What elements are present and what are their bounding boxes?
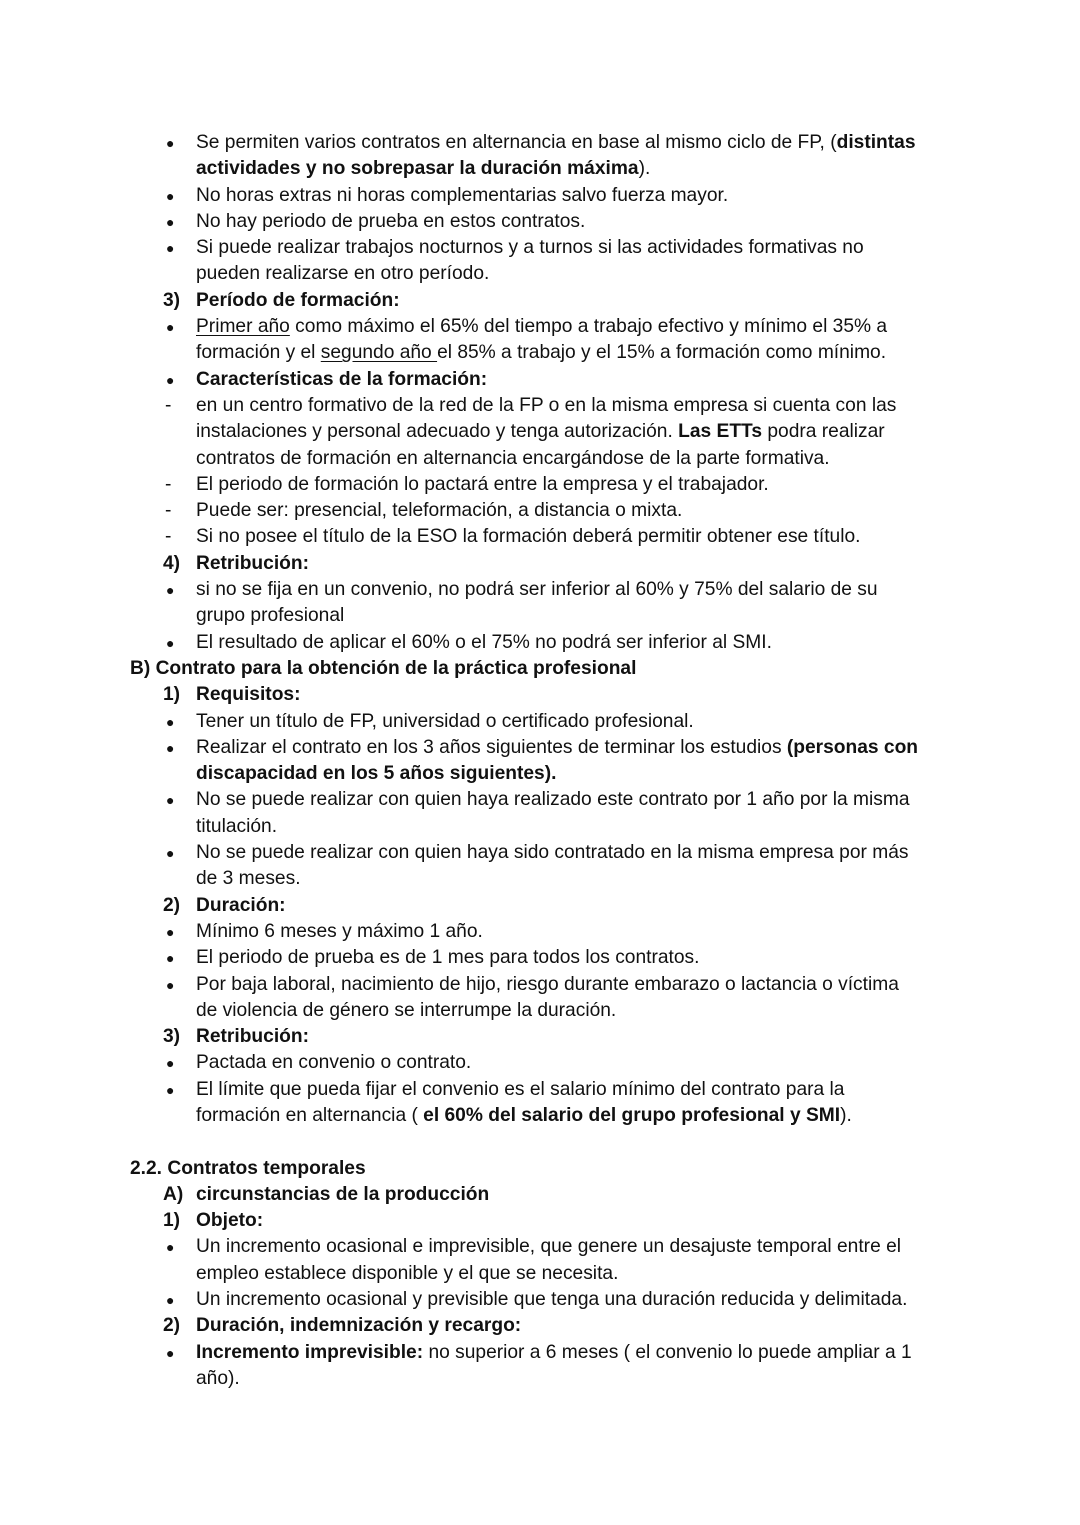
list-number: 3)	[163, 1026, 181, 1048]
text-line	[0, 603, 1080, 629]
line-text	[196, 288, 400, 314]
line-text	[196, 1340, 912, 1366]
line-text	[196, 1077, 844, 1103]
text-segment: formación en alternancia (	[196, 1104, 424, 1126]
text-segment: No horas extras ni horas complementarias salvo fuerza mayor.	[196, 184, 729, 206]
line-text	[196, 130, 916, 156]
line-text	[196, 156, 650, 182]
text-line	[0, 446, 1080, 472]
bullet-item	[0, 919, 1080, 945]
numbered-heading	[0, 893, 1080, 919]
text-line	[0, 577, 1080, 603]
text-segment: El resultado de aplicar el 60% o el 75% no podrá ser inferior al SMI.	[196, 631, 772, 653]
dash-item	[0, 393, 1080, 472]
line-text	[196, 577, 878, 603]
text-line	[0, 367, 1080, 393]
text-segment: Por baja laboral, nacimiento de hijo, riesgo durante embarazo o lactancia o víctima	[196, 973, 899, 995]
bullet-icon: ●	[166, 739, 175, 756]
bullet-item	[0, 972, 1080, 1025]
text-line	[0, 209, 1080, 235]
line-text	[196, 761, 556, 787]
line-text	[130, 1156, 366, 1182]
bullet-item	[0, 1234, 1080, 1287]
line-text	[196, 919, 483, 945]
text-line	[0, 551, 1080, 577]
numbered-heading	[0, 1182, 1080, 1208]
bold-text: B) Contrato para la obtención de la práctica profesional	[130, 657, 637, 679]
bullet-item	[0, 577, 1080, 630]
bullet-item	[0, 787, 1080, 840]
line-text	[196, 419, 885, 445]
line-text	[196, 866, 301, 892]
line-text	[196, 393, 896, 419]
dash-marker: -	[165, 500, 172, 522]
text-segment: formación y el	[196, 342, 321, 364]
text-segment: No se puede realizar con quien haya sido contratado en la misma empresa por más	[196, 842, 909, 864]
text-segment: El límite que pueda fijar el convenio es el salario mínimo del contrato para la	[196, 1078, 845, 1100]
bullet-item	[0, 735, 1080, 788]
bullet-item	[0, 709, 1080, 735]
text-line	[0, 972, 1080, 998]
bullet-icon: ●	[166, 1344, 175, 1361]
text-line	[0, 1340, 1080, 1366]
text-line	[0, 235, 1080, 261]
line-text	[196, 682, 300, 708]
bullet-icon: ●	[166, 845, 175, 862]
line-text	[196, 367, 487, 393]
text-line	[0, 393, 1080, 419]
text-line	[0, 1103, 1080, 1129]
line-text	[196, 998, 616, 1024]
list-number: 2)	[163, 894, 181, 916]
text-segment: Puede ser: presencial, teleformación, a distancia o mixta.	[196, 500, 683, 522]
text-segment: Mínimo 6 meses y máximo 1 año.	[196, 920, 483, 942]
bullet-item	[0, 1287, 1080, 1313]
line-text	[196, 1313, 521, 1339]
bullet-item	[0, 183, 1080, 209]
bullet-icon: ●	[166, 187, 175, 204]
line-text	[196, 1103, 852, 1129]
text-line	[0, 919, 1080, 945]
bold-text: (personas con	[786, 736, 919, 758]
line-text	[196, 1261, 618, 1287]
bullet-item	[0, 314, 1080, 367]
bullet-item	[0, 130, 1080, 183]
blank-line	[0, 1129, 1080, 1155]
text-segment: contratos de formación en alternancia encargándose de la parte formativa.	[196, 447, 830, 469]
list-number: 1)	[163, 684, 181, 706]
text-segment: podra realizar	[762, 421, 885, 443]
bold-text: 2.2. Contratos temporales	[130, 1157, 366, 1179]
line-text	[196, 498, 682, 524]
text-line	[0, 735, 1080, 761]
text-line	[0, 1366, 1080, 1392]
dash-item	[0, 524, 1080, 550]
line-text	[196, 1182, 489, 1208]
line-text	[196, 1050, 471, 1076]
line-text	[130, 656, 636, 682]
bullet-icon: ●	[166, 713, 175, 730]
line-text	[196, 893, 286, 919]
text-line	[0, 814, 1080, 840]
bullet-icon: ●	[166, 950, 175, 967]
dash-marker: -	[165, 394, 172, 416]
underlined-text: segundo año	[320, 342, 438, 364]
text-segment: Un incremento ocasional y previsible que tenga una duración reducida y delimitada.	[196, 1289, 908, 1311]
line-text	[196, 446, 830, 472]
text-segment: ).	[840, 1104, 852, 1126]
bold-text: Requisitos:	[196, 684, 301, 706]
bold-text: Las ETTs	[678, 421, 763, 443]
document-page	[0, 130, 1080, 1392]
bold-text: discapacidad en los 5 años siguientes).	[196, 763, 557, 785]
numbered-heading	[0, 1313, 1080, 1339]
bold-text: Retribución:	[196, 552, 309, 574]
bold-text: actividades y no sobrepasar la duración máxima	[196, 158, 639, 180]
text-segment: no superior a 6 meses ( el convenio lo puede ampliar a 1	[423, 1341, 912, 1363]
line-text	[196, 735, 918, 761]
text-segment: si no se fija en un convenio, no podrá ser inferior al 60% y 75% del salario de su	[196, 579, 878, 601]
text-line	[0, 682, 1080, 708]
text-segment: Si no posee el título de la ESO la formación deberá permitir obtener ese título.	[196, 526, 861, 548]
bullet-icon: ●	[166, 582, 175, 599]
list-number: 3)	[163, 289, 181, 311]
bullet-icon: ●	[166, 371, 175, 388]
text-segment: No hay periodo de prueba en estos contratos.	[196, 210, 586, 232]
text-line	[0, 1024, 1080, 1050]
bold-text: Incremento imprevisible:	[196, 1341, 424, 1363]
text-line	[0, 1156, 1080, 1182]
bold-text: Características de la formación:	[196, 368, 488, 390]
bullet-icon: ●	[166, 1055, 175, 1072]
line-text	[196, 1366, 240, 1392]
text-line	[0, 183, 1080, 209]
bullet-item	[0, 235, 1080, 288]
dash-item	[0, 498, 1080, 524]
text-segment: Un incremento ocasional e imprevisible, que genere un desajuste temporal entre el	[196, 1236, 902, 1258]
text-line	[0, 1313, 1080, 1339]
line-text	[196, 1234, 901, 1260]
bold-text: Retribución:	[196, 1026, 309, 1048]
text-line	[0, 340, 1080, 366]
bullet-icon: ●	[166, 1292, 175, 1309]
line-text	[196, 787, 910, 813]
text-segment: titulación.	[196, 815, 278, 837]
list-number: 1)	[163, 1210, 181, 1232]
text-line	[0, 1234, 1080, 1260]
text-segment: ).	[638, 158, 651, 180]
text-line	[0, 1287, 1080, 1313]
text-segment: como máximo el 65% del tiempo a trabajo efectivo y mínimo el 35% a	[289, 316, 888, 338]
line-text	[196, 314, 887, 340]
dash-item	[0, 472, 1080, 498]
line-text	[196, 603, 344, 629]
text-line	[0, 524, 1080, 550]
bold-text: Período de formación:	[196, 289, 400, 311]
underlined-text: Primer año	[196, 316, 290, 338]
text-line	[0, 1261, 1080, 1287]
bullet-icon: ●	[166, 634, 175, 651]
text-line	[0, 866, 1080, 892]
text-line	[0, 761, 1080, 787]
bullet-icon: ●	[166, 792, 175, 809]
text-segment: Realizar el contrato en los 3 años siguientes de terminar los estudios	[196, 736, 787, 758]
text-line	[0, 1129, 1080, 1155]
text-line	[0, 130, 1080, 156]
section-heading	[0, 656, 1080, 682]
text-segment: instalaciones y personal adecuado y tenga autorización.	[196, 421, 679, 443]
list-number: 2)	[163, 1315, 181, 1337]
bullet-icon: ●	[166, 1239, 175, 1256]
text-line	[0, 787, 1080, 813]
bullet-item	[0, 630, 1080, 656]
text-line	[0, 840, 1080, 866]
line-text	[196, 1287, 907, 1313]
text-segment: Pactada en convenio o contrato.	[196, 1052, 472, 1074]
bold-text: Objeto:	[196, 1210, 264, 1232]
bullet-item	[0, 367, 1080, 393]
text-segment: Se permiten varios contratos en alternancia en base al mismo ciclo de FP, (	[196, 132, 837, 153]
line-text	[196, 524, 860, 550]
text-line	[0, 1182, 1080, 1208]
numbered-heading	[0, 682, 1080, 708]
line-text	[196, 183, 728, 209]
list-number: A)	[163, 1183, 184, 1205]
text-line	[0, 998, 1080, 1024]
line-text	[196, 945, 699, 971]
text-line	[0, 630, 1080, 656]
line-text	[196, 972, 899, 998]
text-line	[0, 156, 1080, 182]
text-line	[0, 419, 1080, 445]
bullet-icon: ●	[166, 319, 175, 336]
text-line	[0, 656, 1080, 682]
bullet-icon: ●	[166, 923, 175, 940]
bullet-item	[0, 1050, 1080, 1076]
bullet-item	[0, 840, 1080, 893]
numbered-heading	[0, 1208, 1080, 1234]
numbered-heading	[0, 1024, 1080, 1050]
text-segment: año).	[196, 1367, 240, 1389]
line-text	[196, 551, 309, 577]
text-segment: Tener un título de FP, universidad o certificado profesional.	[196, 710, 694, 732]
text-segment: de 3 meses.	[196, 868, 301, 890]
text-line	[0, 498, 1080, 524]
dash-marker: -	[165, 526, 172, 548]
text-segment: El periodo de formación lo pactará entre la empresa y el trabajador.	[196, 473, 769, 495]
section-heading	[0, 1156, 1080, 1182]
line-text	[196, 235, 864, 261]
line-text	[196, 840, 908, 866]
bold-text: Duración:	[196, 894, 286, 916]
text-segment: No se puede realizar con quien haya realizado este contrato por 1 año por la misma	[196, 789, 910, 811]
bullet-item	[0, 945, 1080, 971]
numbered-heading	[0, 551, 1080, 577]
line-text	[196, 630, 772, 656]
text-segment: el 85% a trabajo y el 15% a formación como mínimo.	[437, 342, 887, 364]
bold-text: Duración, indemnización y recargo:	[196, 1315, 522, 1337]
text-line	[0, 709, 1080, 735]
text-segment: pueden realizarse en otro período.	[196, 263, 490, 285]
text-segment: en un centro formativo de la red de la FP o en la misma empresa si cuenta con las	[196, 394, 897, 416]
text-line	[0, 472, 1080, 498]
text-line	[0, 1050, 1080, 1076]
bold-text: circunstancias de la producción	[196, 1183, 490, 1205]
bullet-icon: ●	[166, 213, 175, 230]
bullet-item	[0, 1340, 1080, 1393]
line-text	[196, 1024, 309, 1050]
bullet-item	[0, 1077, 1080, 1130]
bullet-item	[0, 209, 1080, 235]
line-text	[196, 1208, 263, 1234]
bullet-icon: ●	[166, 976, 175, 993]
bold-text: distintas	[836, 132, 916, 153]
line-text	[196, 709, 694, 735]
text-segment: El periodo de prueba es de 1 mes para todos los contratos.	[196, 947, 700, 969]
text-line	[0, 314, 1080, 340]
line-text	[196, 814, 277, 840]
text-line	[0, 1208, 1080, 1234]
text-line	[0, 261, 1080, 287]
text-segment: Si puede realizar trabajos nocturnos y a turnos si las actividades formativas no	[196, 237, 864, 259]
bold-text: el 60% del salario del grupo profesional y SMI	[423, 1104, 841, 1126]
list-number: 4)	[163, 552, 181, 574]
dash-marker: -	[165, 473, 172, 495]
line-text	[196, 209, 585, 235]
line-text	[196, 340, 886, 366]
text-line	[0, 1077, 1080, 1103]
text-segment: de violencia de género se interrumpe la duración.	[196, 999, 617, 1021]
line-text	[196, 261, 489, 287]
bullet-icon: ●	[166, 1081, 175, 1098]
bullet-icon: ●	[166, 240, 175, 257]
text-line	[0, 893, 1080, 919]
text-line	[0, 288, 1080, 314]
bullet-icon: ●	[166, 135, 175, 151]
text-segment: grupo profesional	[196, 605, 345, 627]
numbered-heading	[0, 288, 1080, 314]
line-text	[196, 472, 769, 498]
text-line	[0, 945, 1080, 971]
text-segment: empleo establece disponible y el que se necesita.	[196, 1262, 619, 1284]
